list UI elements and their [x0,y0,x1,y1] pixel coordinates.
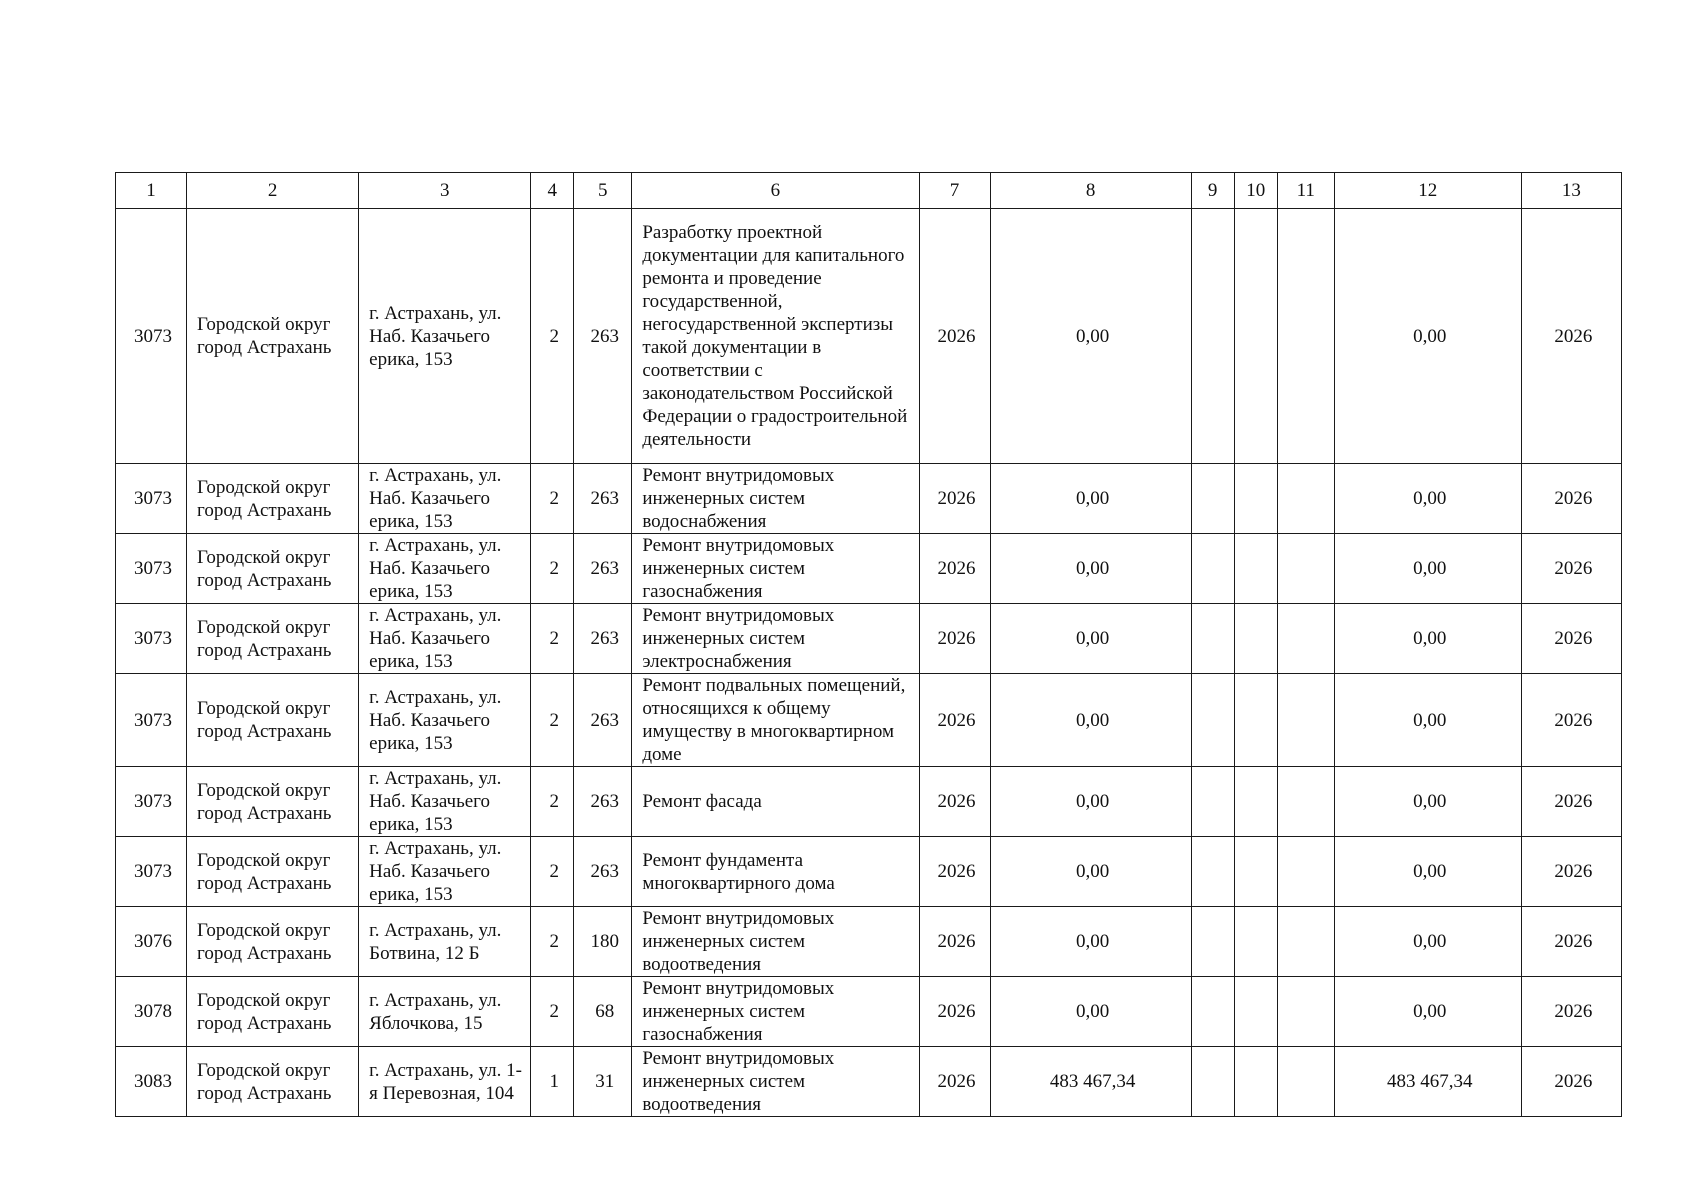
cell-col10 [1234,977,1277,1047]
cell-col11 [1277,907,1334,977]
cell-col4: 2 [531,977,574,1047]
cell-cost: 0,00 [990,209,1191,464]
cell-address: г. Астрахань, ул. Ботвина, 12 Б [359,907,531,977]
cell-col4: 2 [531,534,574,604]
cell-cost: 0,00 [990,977,1191,1047]
cell-municipality: Городской округ город Астрахань [187,209,359,464]
cell-col9 [1191,907,1234,977]
cell-total: 483 467,34 [1334,1047,1521,1117]
cell-year-end: 2026 [1521,907,1621,977]
cell-year: 2026 [919,534,990,604]
cell-address: г. Астрахань, ул. Наб. Казачьего ерика, 153 [359,837,531,907]
cell-year-end: 2026 [1521,1047,1621,1117]
cell-id: 3073 [116,837,187,907]
cell-municipality: Городской округ город Астрахань [187,767,359,837]
cell-work-type: Ремонт внутридомовых инженерных систем водоснабжения [632,464,919,534]
cell-col9 [1191,534,1234,604]
cell-col9 [1191,1047,1234,1117]
cell-work-type: Разработку проектной документации для капитального ремонта и проведение государственной, негосударственной экспертизы такой документации в соответствии с законодательством Российской Федерации о градостроительной деятельности [632,209,919,464]
cell-id: 3083 [116,1047,187,1117]
column-header: 7 [919,173,990,209]
cell-col10 [1234,534,1277,604]
cell-col9 [1191,837,1234,907]
cell-work-type: Ремонт внутридомовых инженерных систем водоотведения [632,1047,919,1117]
table-row [116,464,1622,534]
cell-year: 2026 [919,977,990,1047]
cell-year-end: 2026 [1521,674,1621,767]
cell-col10 [1234,209,1277,464]
cell-year: 2026 [919,907,990,977]
cell-address: г. Астрахань, ул. Наб. Казачьего ерика, 153 [359,767,531,837]
cell-total: 0,00 [1334,674,1521,767]
cell-work-type: Ремонт внутридомовых инженерных систем газоснабжения [632,977,919,1047]
cell-address: г. Астрахань, ул. Яблочкова, 15 [359,977,531,1047]
cell-total: 0,00 [1334,907,1521,977]
cell-col10 [1234,1047,1277,1117]
cell-work-type: Ремонт подвальных помещений, относящихся к общему имуществу в многоквартирном доме [632,674,919,767]
cell-year-end: 2026 [1521,534,1621,604]
column-header: 1 [116,173,187,209]
cell-id: 3073 [116,604,187,674]
cell-id: 3073 [116,209,187,464]
cell-work-type: Ремонт фасада [632,767,919,837]
cell-cost: 0,00 [990,534,1191,604]
cell-col5: 263 [574,464,632,534]
cell-col4: 2 [531,604,574,674]
cell-year: 2026 [919,767,990,837]
cell-col9 [1191,464,1234,534]
cell-address: г. Астрахань, ул. Наб. Казачьего ерика, 153 [359,674,531,767]
column-number-row [116,173,1622,209]
cell-municipality: Городской округ город Астрахань [187,907,359,977]
cell-col9 [1191,767,1234,837]
cell-work-type: Ремонт внутридомовых инженерных систем электроснабжения [632,604,919,674]
cell-col9 [1191,604,1234,674]
cell-col5: 31 [574,1047,632,1117]
column-header: 8 [990,173,1191,209]
table-row [116,837,1622,907]
cell-col5: 263 [574,837,632,907]
cell-col5: 263 [574,209,632,464]
cell-total: 0,00 [1334,977,1521,1047]
column-header: 9 [1191,173,1234,209]
column-header: 5 [574,173,632,209]
cell-year: 2026 [919,604,990,674]
cell-id: 3076 [116,907,187,977]
cell-year: 2026 [919,837,990,907]
table-row [116,977,1622,1047]
cell-year-end: 2026 [1521,977,1621,1047]
column-header: 11 [1277,173,1334,209]
cell-cost: 0,00 [990,464,1191,534]
cell-col10 [1234,767,1277,837]
cell-total: 0,00 [1334,837,1521,907]
cell-year: 2026 [919,674,990,767]
column-header: 12 [1334,173,1521,209]
cell-col4: 1 [531,1047,574,1117]
cell-col5: 180 [574,907,632,977]
cell-id: 3073 [116,464,187,534]
column-header: 6 [632,173,919,209]
cell-col9 [1191,674,1234,767]
cell-address: г. Астрахань, ул. 1-я Перевозная, 104 [359,1047,531,1117]
cell-col4: 2 [531,837,574,907]
cell-cost: 0,00 [990,604,1191,674]
cell-address: г. Астрахань, ул. Наб. Казачьего ерика, 153 [359,209,531,464]
cell-municipality: Городской округ город Астрахань [187,464,359,534]
cell-municipality: Городской округ город Астрахань [187,977,359,1047]
table-row [116,767,1622,837]
cell-cost: 483 467,34 [990,1047,1191,1117]
table-row [116,674,1622,767]
cell-col11 [1277,464,1334,534]
cell-col4: 2 [531,767,574,837]
cell-total: 0,00 [1334,209,1521,464]
column-header: 13 [1521,173,1621,209]
cell-total: 0,00 [1334,604,1521,674]
cell-col11 [1277,977,1334,1047]
cell-total: 0,00 [1334,464,1521,534]
column-header: 4 [531,173,574,209]
column-header: 10 [1234,173,1277,209]
cell-id: 3073 [116,674,187,767]
cell-col10 [1234,674,1277,767]
cell-cost: 0,00 [990,767,1191,837]
cell-id: 3073 [116,767,187,837]
cell-year-end: 2026 [1521,767,1621,837]
cell-col11 [1277,604,1334,674]
table-row [116,1047,1622,1117]
cell-work-type: Ремонт внутридомовых инженерных систем водоотведения [632,907,919,977]
cell-col10 [1234,907,1277,977]
cell-col5: 263 [574,674,632,767]
cell-col11 [1277,837,1334,907]
table-row [116,534,1622,604]
cell-cost: 0,00 [990,837,1191,907]
table-row [116,209,1622,464]
cell-year-end: 2026 [1521,209,1621,464]
cell-municipality: Городской округ город Астрахань [187,837,359,907]
cell-municipality: Городской округ город Астрахань [187,534,359,604]
cell-col4: 2 [531,209,574,464]
cell-address: г. Астрахань, ул. Наб. Казачьего ерика, 153 [359,604,531,674]
cell-cost: 0,00 [990,907,1191,977]
cell-col11 [1277,209,1334,464]
cell-col10 [1234,837,1277,907]
cell-col11 [1277,767,1334,837]
cell-col10 [1234,604,1277,674]
cell-col9 [1191,209,1234,464]
cell-col4: 2 [531,907,574,977]
cell-col11 [1277,674,1334,767]
cell-col5: 263 [574,604,632,674]
cell-year: 2026 [919,1047,990,1117]
cell-year: 2026 [919,464,990,534]
cell-col5: 263 [574,767,632,837]
table-row [116,604,1622,674]
cell-id: 3078 [116,977,187,1047]
cell-work-type: Ремонт фундамента многоквартирного дома [632,837,919,907]
cell-address: г. Астрахань, ул. Наб. Казачьего ерика, 153 [359,464,531,534]
cell-col4: 2 [531,674,574,767]
cell-work-type: Ремонт внутридомовых инженерных систем газоснабжения [632,534,919,604]
cell-year: 2026 [919,209,990,464]
table-row [116,907,1622,977]
cell-col11 [1277,1047,1334,1117]
repair-program-table [115,172,1622,1117]
cell-total: 0,00 [1334,534,1521,604]
cell-id: 3073 [116,534,187,604]
cell-municipality: Городской округ город Астрахань [187,674,359,767]
cell-municipality: Городской округ город Астрахань [187,1047,359,1117]
cell-col5: 68 [574,977,632,1047]
column-header: 3 [359,173,531,209]
cell-total: 0,00 [1334,767,1521,837]
cell-year-end: 2026 [1521,837,1621,907]
cell-col5: 263 [574,534,632,604]
cell-col4: 2 [531,464,574,534]
cell-cost: 0,00 [990,674,1191,767]
cell-col10 [1234,464,1277,534]
cell-address: г. Астрахань, ул. Наб. Казачьего ерика, 153 [359,534,531,604]
cell-municipality: Городской округ город Астрахань [187,604,359,674]
cell-col9 [1191,977,1234,1047]
cell-year-end: 2026 [1521,464,1621,534]
cell-year-end: 2026 [1521,604,1621,674]
cell-col11 [1277,534,1334,604]
column-header: 2 [187,173,359,209]
